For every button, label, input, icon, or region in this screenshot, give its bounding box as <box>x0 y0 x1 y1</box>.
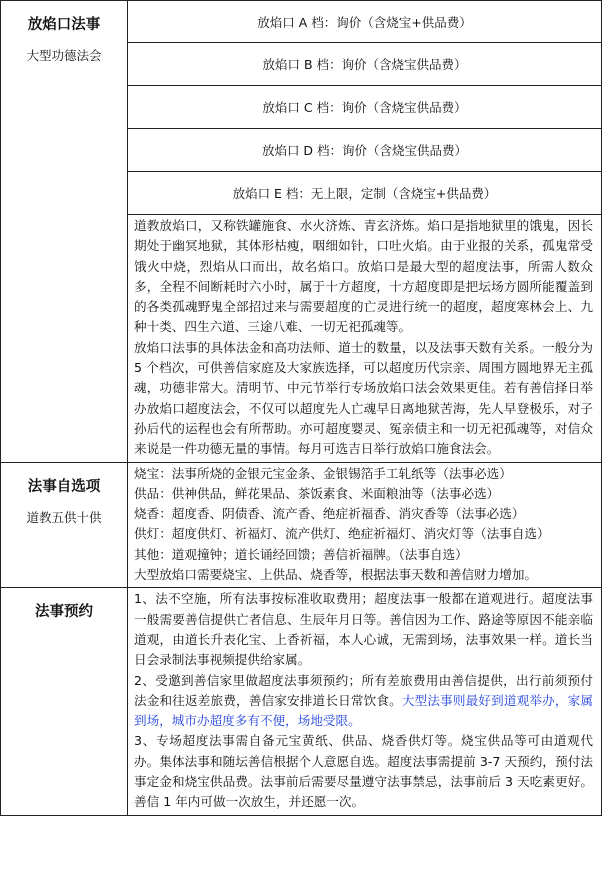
option-line: 大型放焰口需要烧宝、上供品、烧香等，根据法事天数和善信财力增加。 <box>134 567 537 583</box>
option-line: 供品：供神供品，鲜花果品、茶饭素食、米面粮油等（法事必选） <box>134 485 500 501</box>
tier-a: 放焰口 A 档：询价（含烧宝+供品费） <box>128 1 602 43</box>
description-paragraph: 道教放焰口，又称铁罐施食、水火济炼、青玄济炼。焰口是指地狱里的饿鬼，因长期处于幽冥地狱，其体形枯瘦，咽细如针，口吐火焰。由于业报的关系，孤鬼常受饿火中烧，烈焰从口而出，故名焰口。放焰口是最大型的超度法事，所需人数众多，全程不间断耗时六小时，属于十方超度，十方超度即是把坛场方圆所能覆盖到的各类孤魂野鬼全部招过来与需要超度的亡灵进行统一的超度，超度寒林会上、九种十类、四生六道、三途八难、一切无祀孤魂等。 <box>134 218 593 335</box>
booking-rule-2 <box>134 671 593 732</box>
section-header-fangyankou <box>1 1 128 463</box>
option-line: 其他：道观撞钟；道长诵经回馈；善信祈福牌。（法事自选） <box>134 546 468 562</box>
option-line: 烧宝：法事所烧的金银元宝金条、金银锡箔手工轧纸等（法事必选） <box>134 465 512 481</box>
booking-rule-3: 3、专场超度法事需自备元宝黄纸、供品、烧香供灯等。烧宝供品等可由道观代办。集体法事和随坛善信根据个人意愿自选。超度法事需提前 3-7 天预约，预付法事定金和烧宝供品费。法事前后需要尽量遵守法事禁忌，法事前后 3 天吃素更好。善信 1 年内可做一次放生，并还愿一次。 <box>134 733 593 810</box>
option-line: 烧香：超度香、阴债香、流产香、绝症祈福香、消灾香等（法事必选） <box>134 506 525 522</box>
fangyankou-description <box>128 215 602 463</box>
booking-rule-2-text: 2、受邀到善信家里做超度法事须预约；所有差旅费用由善信提供，出行前须预付法金和往返差旅费，善信家安排道长日常饮食。 <box>134 672 593 708</box>
tier-b: 放焰口 B 档：询价（含烧宝供品费） <box>128 43 602 86</box>
section-subtitle: 道教五供十供 <box>26 509 102 525</box>
tier-d: 放焰口 D 档：询价（含烧宝供品费） <box>128 129 602 172</box>
section-title: 放焰口法事 <box>27 17 101 33</box>
section-subtitle: 大型功德法会 <box>26 48 102 63</box>
booking-row <box>1 588 602 815</box>
booking-rule-1: 1、法不空施，所有法事按标准收取费用；超度法事一般都在道观进行。超度法事一般需要善信提供亡者信息、生辰年月日等。善信因为工作、路途等原因不能亲临道观，由道长升表化宝、上香祈福，本人心诚，无需到场，法事效果一样。道长当日会录制法事视频提供给家属。 <box>134 591 593 668</box>
tier-e: 放焰口 E 档：无上限，定制（含烧宝+供品费） <box>128 172 602 215</box>
options-list <box>128 462 602 588</box>
section-title: 法事预约 <box>35 604 93 621</box>
tier-c: 放焰口 C 档：询价（含烧宝供品费） <box>128 86 602 129</box>
tier-row-a <box>1 1 602 43</box>
option-line: 供灯：超度供灯、祈福灯、流产供灯、绝症祈福灯、消灾灯等（法事自选） <box>134 526 550 542</box>
section-title: 法事自选项 <box>27 478 101 495</box>
options-row <box>1 462 602 588</box>
booking-rule-2-highlight: 大型法事则最好到道观举办，家属到场，城市办超度多有不便，场地受限。 <box>134 692 594 729</box>
section-header-booking <box>1 588 128 815</box>
booking-rules <box>128 588 602 815</box>
section-header-options <box>1 462 128 588</box>
description-paragraph: 放焰口法事的具体法金和高功法师、道士的数量，以及法事天数有关系。一般分为 5 个档次，可供善信家庭及大家族选择，可以超度历代宗亲、周围方圆地界无主孤魂，功德非常大。清明节、中元节举行专场放焰口法会效果更佳。若有善信择日举办放焰口超度法会，不仅可以超度先人亡魂早日离地狱苦海，先人早登极乐，对子孙后代的运程也会有所帮助。亦可超度婴灵、冤亲债主和一切无祀孤魂等，对信众来说是一件功德无量的事情。每月可选吉日举行放焰口施食法会。 <box>134 339 593 457</box>
